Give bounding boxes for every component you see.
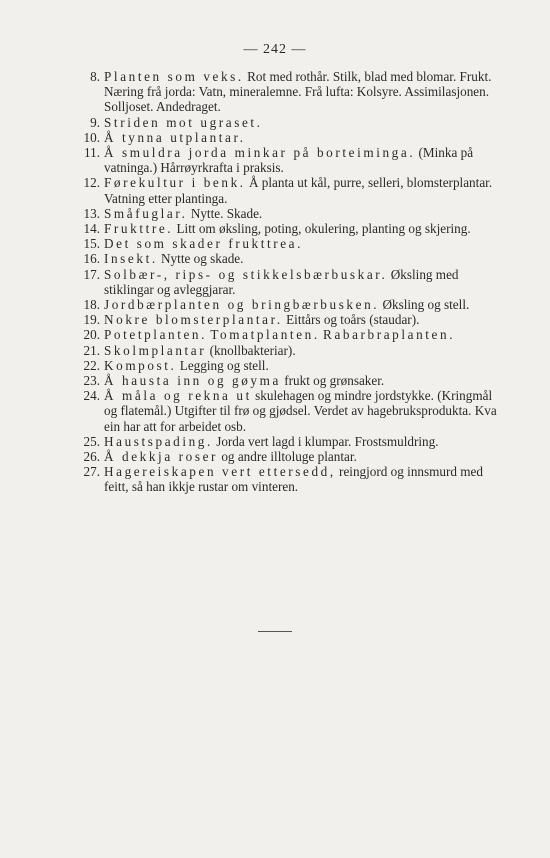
item-number: 20. [83, 327, 100, 343]
item-number: 27. [83, 464, 100, 480]
item-number: 9. [90, 114, 100, 130]
list-item [83, 342, 500, 358]
item-text: Eittårs og toårs (staudar). [282, 312, 420, 328]
item-number: 17. [83, 266, 100, 282]
item-text: (knollbakteriar). [206, 342, 296, 358]
item-text: (Minka på vatninga.) Hårrøyrkrafta i praksis. [104, 145, 474, 176]
list-item [83, 449, 500, 465]
item-heading: Skolmplantar [104, 342, 207, 358]
item-text: Nytte. Skade. [187, 205, 263, 221]
item-heading: Kompost. [104, 357, 177, 373]
list-item [83, 312, 500, 328]
item-heading: Å dekkja roser [104, 449, 219, 465]
list-item [83, 433, 500, 449]
topic-list [83, 69, 500, 495]
item-heading: Å smuldra jorda minkar på borteiminga. [104, 145, 416, 161]
item-text: Legging og stell. [176, 357, 269, 373]
list-item [83, 129, 500, 145]
item-number: 25. [83, 433, 100, 449]
item-number: 16. [83, 251, 100, 267]
item-heading: Tomatplanten. [210, 327, 320, 343]
list-item [84, 145, 500, 176]
list-item [83, 357, 500, 373]
closing-rule [258, 631, 292, 632]
list-item [83, 327, 500, 343]
list-item [83, 175, 500, 206]
item-heading: Insekt. [104, 251, 158, 267]
list-item [83, 464, 500, 495]
item-number: 22. [83, 357, 100, 373]
list-item [83, 297, 500, 313]
item-heading: Småfuglar. [104, 205, 188, 221]
item-heading: Haustspading. [104, 433, 213, 449]
item-heading: Å hausta inn og gøyma [104, 373, 281, 389]
item-number: 26. [83, 449, 100, 465]
item-number: 15. [83, 236, 100, 252]
item-text: skulehagen og mindre jordstykke. (Kringmål og flatemål.) Utgifter til frø og gjødsel. Verdet av hagebruksprodukta. Kva ein har att for arbeidet osb. [104, 388, 497, 434]
item-heading: Nokre blomsterplantar. [104, 312, 283, 328]
item-number: 13. [83, 205, 100, 221]
item-number: 23. [83, 373, 100, 389]
item-number: 18. [83, 297, 100, 313]
list-item [83, 266, 500, 297]
item-text: Å planta ut kål, purre, selleri, blomsterplantar. Vatning etter plantinga. [104, 175, 493, 206]
item-heading: Førekultur i benk. [104, 175, 246, 191]
item-heading: Potetplanten. [104, 327, 208, 343]
item-text: Litt om øksling, poting, okulering, planting og skjering. [173, 221, 471, 237]
item-heading: Solbær-, rips- og stikkelsbærbuskar. [104, 266, 388, 282]
item-number: 24. [83, 388, 100, 404]
list-item [83, 373, 500, 389]
item-heading: Jordbærplanten og bringbærbusken. [104, 297, 380, 313]
item-heading: Striden mot ugraset. [104, 114, 263, 130]
item-text: Nytte og skade. [157, 251, 244, 267]
item-heading: Hagereiskapen vert ettersedd, [104, 464, 336, 480]
list-item [83, 221, 500, 237]
item-number: 14. [83, 221, 100, 237]
item-number: 8. [90, 69, 100, 84]
page-number: — 242 — [243, 42, 307, 57]
item-number: 10. [83, 129, 100, 145]
item-text: Rot med rothår. Stilk, blad med blomar. Frukt. Næring frå jorda: Vatn, mineralemne. Frå lufta: Kolsyre. Assimilasjonen. Solljoset. Andedraget. [104, 69, 492, 115]
item-heading: Rabarbraplanten. [323, 327, 456, 343]
item-text: Jorda vert lagd i klumpar. Frostsmuldring. [212, 433, 439, 449]
item-number: 11. [84, 145, 100, 161]
item-text: frukt og grønsaker. [280, 373, 385, 389]
item-heading: Frukttre. [104, 221, 174, 237]
item-heading: Det som skader frukttrea. [104, 236, 304, 252]
item-number: 12. [83, 175, 100, 191]
item-text: Øksling med stiklingar og avleggjarar. [104, 266, 459, 297]
list-item [83, 388, 500, 434]
list-item [90, 114, 500, 130]
list-item [83, 236, 500, 252]
item-heading: Planten som veks. [104, 69, 244, 84]
item-text: reingjord og innsmurd med feitt, så han ikkje rustar om vinteren. [104, 464, 483, 495]
item-heading: Å måla og rekna ut [104, 388, 252, 404]
list-item [90, 69, 500, 115]
item-text: og andre illtoluge plantar. [218, 449, 357, 465]
item-number: 19. [83, 312, 100, 328]
item-number: 21. [83, 342, 100, 358]
list-item [83, 251, 500, 267]
item-text: Øksling og stell. [379, 297, 470, 313]
item-heading: Å tynna utplantar. [104, 129, 246, 145]
list-item [83, 205, 500, 221]
